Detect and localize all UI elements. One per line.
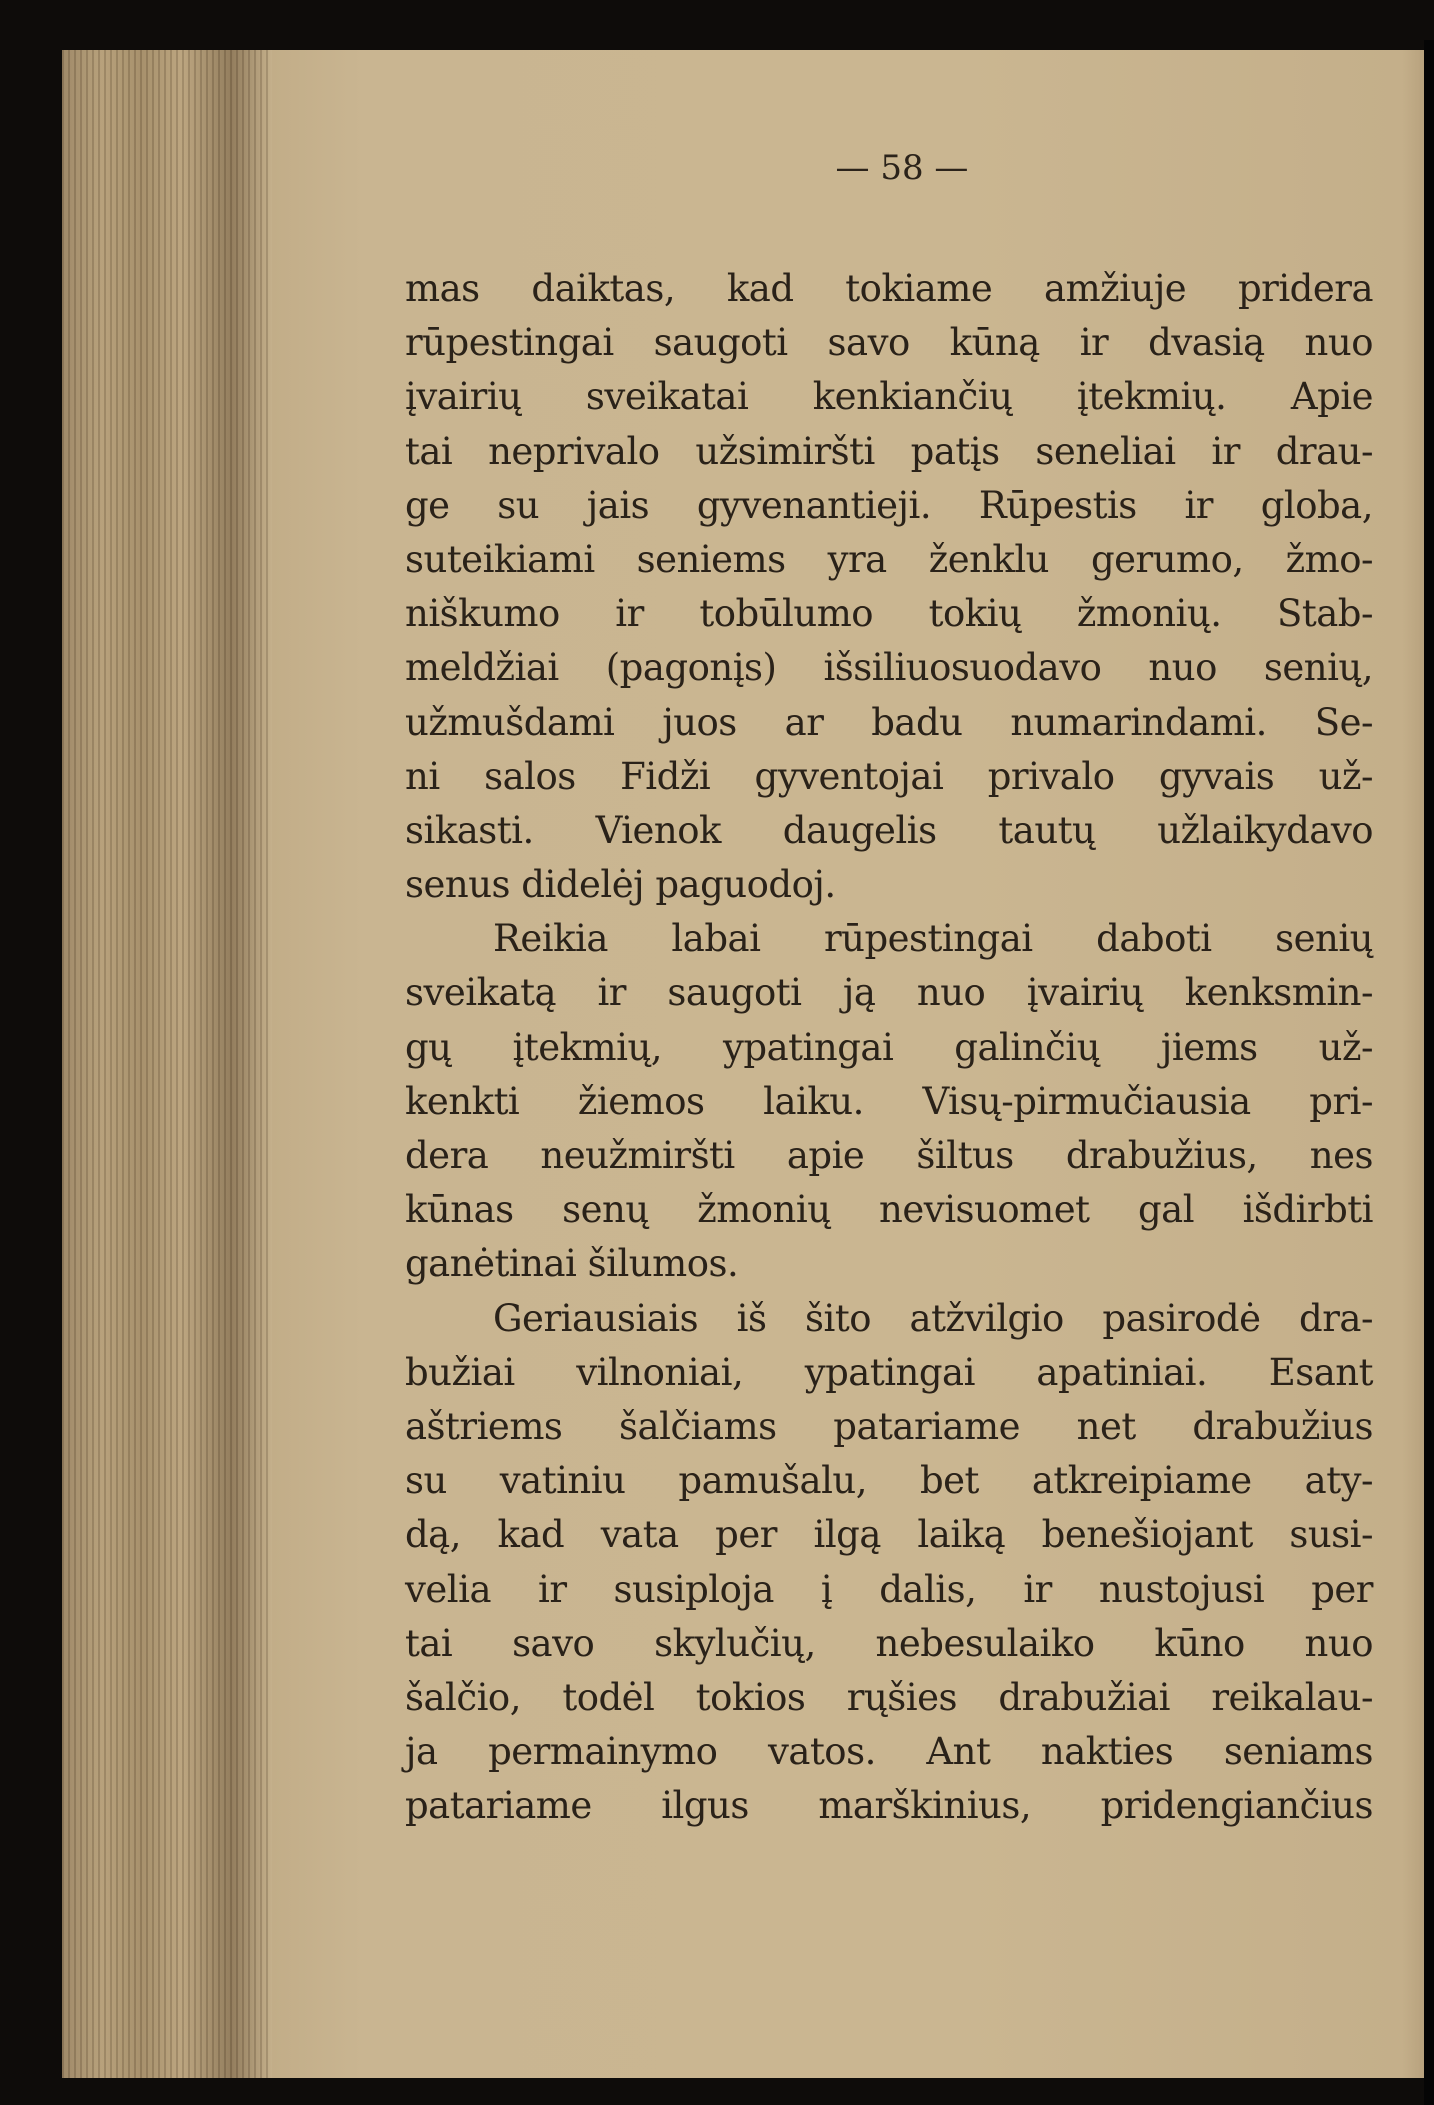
text-line: tai neprivalo užsimiršti patįs seneliai ir drau- [405,429,1373,473]
text-line: Reikia labai rūpestingai daboti senių [493,917,1373,961]
text-line: senus didelėj paguodoj. [405,863,836,907]
text-line: meldžiai (pagonįs) išsiliuosuodavo nuo senių, [405,646,1373,690]
page-stack-edge [62,50,272,2078]
text-line: šalčio, todėl tokios rųšies drabužiai reikalau- [405,1675,1373,1719]
text-line: įvairių sveikatai kenkiančių įtekmių. Apie [405,375,1373,419]
text-line: sveikatą ir saugoti ją nuo įvairių kenksmin- [405,971,1373,1015]
text-line: sikasti. Vienok daugelis tautų užlaikydavo [405,808,1373,852]
text-line: Geriausiais iš šito atžvilgio pasirodė dra- [493,1296,1373,1340]
text-line: velia ir susiploja į dalis, ir nustojusi per [405,1567,1373,1611]
text-line: ni salos Fidži gyventojai privalo gyvais už- [405,754,1373,798]
text-line: kūnas senų žmonių nevisuomet gal išdirbti [405,1188,1373,1232]
scan-border [1424,40,1434,2105]
text-line: gų įtekmių, ypatingai galinčių jiems už- [405,1025,1373,1069]
text-line: patariame ilgus marškinius, pridengiančius [405,1784,1373,1828]
text-line: bužiai vilnoniai, ypatingai apatiniai. Esant [405,1350,1373,1394]
text-line: mas daiktas, kad tokiame amžiuje pridera [405,267,1373,310]
text-line: ge su jais gyvenantieji. Rūpestis ir globa, [405,483,1373,527]
text-line: užmušdami juos ar badu numarindami. Se- [405,700,1373,744]
text-line: aštriems šalčiams patariame net drabužius [405,1404,1373,1448]
body-text [405,262,1373,1833]
text-line: ganėtinai šilumos. [405,1242,739,1286]
text-line: niškumo ir tobūlumo tokių žmonių. Stab- [405,592,1373,636]
text-line: kenkti žiemos laiku. Visų-pirmučiausia pri- [405,1079,1373,1123]
text-line: su vatiniu pamušalu, bet atkreipiame aty- [405,1459,1373,1503]
text-line: suteikiami seniems yra ženklu gerumo, žmo- [405,537,1373,581]
text-line: rūpestingai saugoti savo kūną ir dvasią nuo [405,321,1373,365]
text-line: ja permainymo vatos. Ant nakties seniams [405,1730,1373,1774]
page-number: — 58 — [835,148,969,188]
text-line: dą, kad vata per ilgą laiką benešiojant susi- [405,1513,1373,1557]
text-line: tai savo skylučių, nebesulaiko kūno nuo [405,1621,1373,1665]
text-line: dera neužmiršti apie šiltus drabužius, nes [405,1134,1373,1177]
